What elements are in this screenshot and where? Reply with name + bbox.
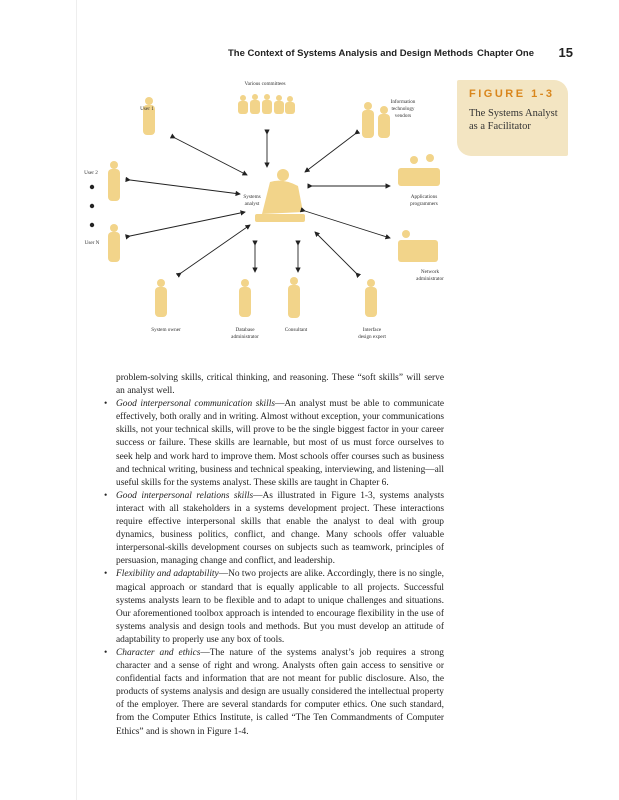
bullet-text: —An analyst must be able to communicate effectively, both orally and in writing. Almost without exception, your communications skills, not your technical skills, will prove to be the single biggest factor in your career success or failure. These skills are learnable, but most of us must force ourselves to seek help and work hard to improve them. Most schools offer courses such as business and technical writing, business and technical speaking, interviewing, and listening—all useful skills for the systems analyst. These skills are taught in Chapter 6.: [116, 399, 444, 488]
label-it-vendors-2: technology: [391, 106, 415, 112]
figure-label: FIGURE 1-3: [469, 88, 555, 100]
label-app-prog-2: programmers: [410, 201, 438, 207]
label-dba-2: administrator: [231, 334, 259, 340]
body-text: [104, 372, 444, 739]
bullet-lead: Good interpersonal communication skills: [116, 399, 275, 410]
committee-figures: [238, 94, 295, 114]
label-it-vendors-1: Information: [390, 99, 416, 105]
label-dba-1: Database: [235, 327, 255, 333]
network-admin-figure: [398, 230, 438, 262]
label-consultant: Consultant: [284, 327, 308, 333]
header-chapter: Chapter One: [477, 48, 535, 59]
figure-caption: The Systems Analyst as a Facilitator: [469, 108, 558, 132]
consultant-figure: [288, 277, 300, 318]
label-committees: Various committees: [244, 81, 286, 87]
bullet-communication: [104, 398, 444, 490]
page-number: 15: [558, 45, 573, 60]
connection-arrows: [130, 134, 390, 273]
user2-figure: [108, 161, 120, 201]
bullet-text: —As illustrated in Figure 1-3, systems analysts interact with all stakeholders in a systems development project. These interactions require effective interpersonal skills that enable the analyst to deal with group dynamics, business politics, conflict, and change. Many schools offer valuable interpersonal-skills development courses on subjects such as teamwork, principles of persuasion, managing change and conflict, and leadership.: [116, 490, 444, 567]
bullet-flexibility: [104, 568, 444, 647]
label-it-vendors-3: vendors: [394, 113, 412, 119]
bullet-icon: •: [104, 569, 108, 580]
bullet-character: [104, 647, 444, 739]
systems-analyst-figure: [255, 169, 305, 222]
label-analyst-2: analyst: [244, 201, 260, 207]
bullet-relations: [104, 490, 444, 569]
user1-figure: [143, 97, 155, 135]
label-app-prog-1: Applications: [410, 194, 438, 200]
bullet-text: —The nature of the systems analyst’s job requires a strong character and a sense of right and wrong. Analysts often gain access to sensitive or confidential facts and information that are not meant for public disclosure. Also, the products of systems analysis and design are usually considered the intellectual property of the employer. There are several standards for computer ethics. One such standard, from the Computer Ethics Institute, is called “The Ten Commandments of Computer Ethics” and is shown in Figure 1-4.: [116, 647, 444, 737]
label-interface-2: design expert: [358, 334, 386, 340]
app-programmers-figures: [398, 154, 440, 186]
bullet-text: —No two projects are alike. Accordingly, there is no single, magical approach or standard that is equally applicable to all projects. Successful systems analysts learn to be flexible and to adapt to unique challenges and situations. Our aforementioned toolbox approach is intended to encourage flexibility in the use of systems analysis and design tools and methods. But you must develop an attitude of adaptability to properly use any box of tools.: [116, 569, 444, 645]
userN-figure: [108, 224, 120, 262]
label-analyst-1: Systems: [243, 194, 261, 200]
label-user1: User 1: [140, 106, 154, 112]
label-net-admin-1: Network: [420, 269, 440, 275]
bullet-lead: Character and ethics: [116, 647, 201, 658]
label-user2: User 2: [84, 170, 98, 176]
bullet-icon: •: [104, 490, 108, 501]
bullet-lead: Flexibility and adaptability: [116, 569, 219, 580]
system-owner-figure: [155, 279, 167, 317]
it-vendors-figures: [362, 102, 390, 138]
dba-figure: [239, 279, 251, 317]
header-title: The Context of Systems Analysis and Design Methods: [228, 48, 474, 59]
bullet-lead: Good interpersonal relations skills: [116, 490, 254, 501]
label-userN: User N: [84, 240, 100, 246]
label-interface-1: Interface: [362, 327, 382, 333]
label-system-owner: System owner: [151, 327, 181, 333]
facilitator-diagram: [0, 0, 619, 360]
bullet-icon: •: [104, 647, 108, 658]
bullet-icon: •: [104, 399, 108, 410]
interface-expert-figure: [365, 279, 377, 317]
ellipsis-dots: [90, 185, 94, 227]
label-net-admin-2: administrator: [416, 276, 444, 282]
intro-paragraph: problem-solving skills, critical thinking, and reasoning. These “soft skills” will serve an analyst well.: [116, 373, 444, 397]
